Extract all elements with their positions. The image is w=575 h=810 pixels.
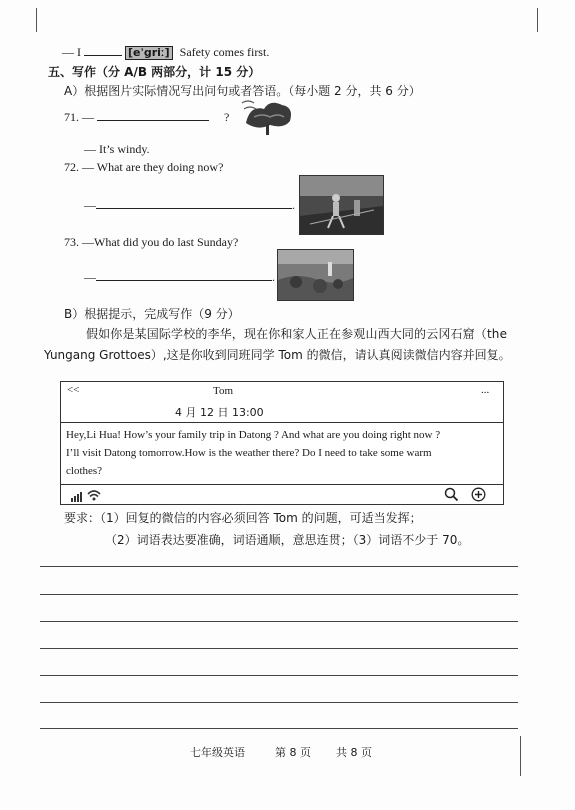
question-71 <box>64 110 209 125</box>
question-72-blank[interactable] <box>96 198 292 209</box>
chat-timestamp-row <box>61 400 503 422</box>
writing-line[interactable] <box>40 675 518 676</box>
question-72-answer-line <box>84 198 295 213</box>
add-icon[interactable] <box>471 487 486 507</box>
part-b-instruction: B）根据提示，完成写作（9 分） <box>64 307 240 321</box>
question-71-number: 71. — <box>64 110 94 124</box>
writing-line[interactable] <box>40 621 518 622</box>
wifi-icon <box>87 488 101 506</box>
part-b-prompt-line-1: 假如你是某国际学校的李华，现在你和家人正在参观山西大同的云冈石窟（the <box>86 327 508 341</box>
part-b-prompt-line-2: Yungang Grottoes）,这是你收到同班同学 Tom 的微信，请认真阅读微信内容并回复。 <box>44 348 511 362</box>
signal-icon <box>71 489 87 507</box>
phonetic-box: [eˈgriː] <box>125 46 173 60</box>
writing-line[interactable] <box>40 594 518 595</box>
question-72: 72. — What are they doing now? <box>64 160 224 174</box>
chat-divider-top <box>61 422 503 423</box>
cleaning-photo <box>277 249 354 301</box>
chat-message-line-3: clothes? <box>66 465 103 477</box>
chat-timestamp: 4 月 12 日 13:00 <box>175 406 264 419</box>
previous-question-prefix: — I <box>62 45 81 59</box>
question-72-period: . <box>292 198 295 212</box>
chat-footer <box>61 485 503 504</box>
writing-line[interactable] <box>40 702 518 703</box>
chat-message <box>61 426 513 480</box>
crop-mark-top-right <box>537 8 538 32</box>
chat-message-line-1: Hey,Li Hua! How’s your family trip in Datong ? And what are you doing right now ? <box>66 429 441 441</box>
question-71-answer: — It’s windy. <box>84 142 150 156</box>
more-options-button[interactable]: ... <box>481 384 490 396</box>
requirements-line-1: 要求：（1）回复的微信的内容必须回答 Tom 的问题，可适当发挥； <box>64 511 422 525</box>
question-73-period: . <box>272 270 275 284</box>
chat-message-line-2: I’ll visit Datong tomorrow.How is the weather there? Do I need to take some warm <box>66 447 432 459</box>
writing-line[interactable] <box>40 728 518 729</box>
chat-header <box>61 382 503 400</box>
back-button[interactable]: << <box>67 384 80 396</box>
section-title: 五、写作（分 A/B 两部分，计 15 分） <box>48 65 261 79</box>
footer-page-number: 第 8 页 <box>275 746 311 759</box>
question-72-dash: — <box>84 198 96 212</box>
writing-line[interactable] <box>40 648 518 649</box>
wechat-message-box <box>60 381 504 505</box>
search-icon[interactable] <box>444 487 459 507</box>
crop-mark-bottom-right <box>520 736 521 776</box>
question-73-answer-line <box>84 270 275 285</box>
requirements-line-2: （2）词语表达要准确，词语通顺，意思连贯；（3）词语不少于 70。 <box>105 533 470 547</box>
question-71-blank[interactable] <box>97 110 209 121</box>
question-73: 73. —What did you do last Sunday? <box>64 235 239 249</box>
chat-contact-name: Tom <box>213 385 234 397</box>
answer-blank[interactable] <box>84 45 122 56</box>
footer-total-pages: 共 8 页 <box>336 746 372 759</box>
previous-question-line <box>62 45 269 60</box>
people-working-photo <box>299 175 384 235</box>
part-a-instruction: A）根据图片实际情况写出问句或者答语。（每小题 2 分，共 6 分） <box>64 84 421 98</box>
question-71-mark: ? <box>224 110 230 124</box>
footer-subject: 七年级英语 <box>190 746 245 759</box>
windy-tree-image <box>240 93 296 137</box>
previous-question-suffix: Safety comes first. <box>179 45 270 59</box>
writing-line[interactable] <box>40 566 518 567</box>
crop-mark-top-left <box>36 8 37 32</box>
question-73-blank[interactable] <box>96 270 272 281</box>
question-73-dash: — <box>84 270 96 284</box>
